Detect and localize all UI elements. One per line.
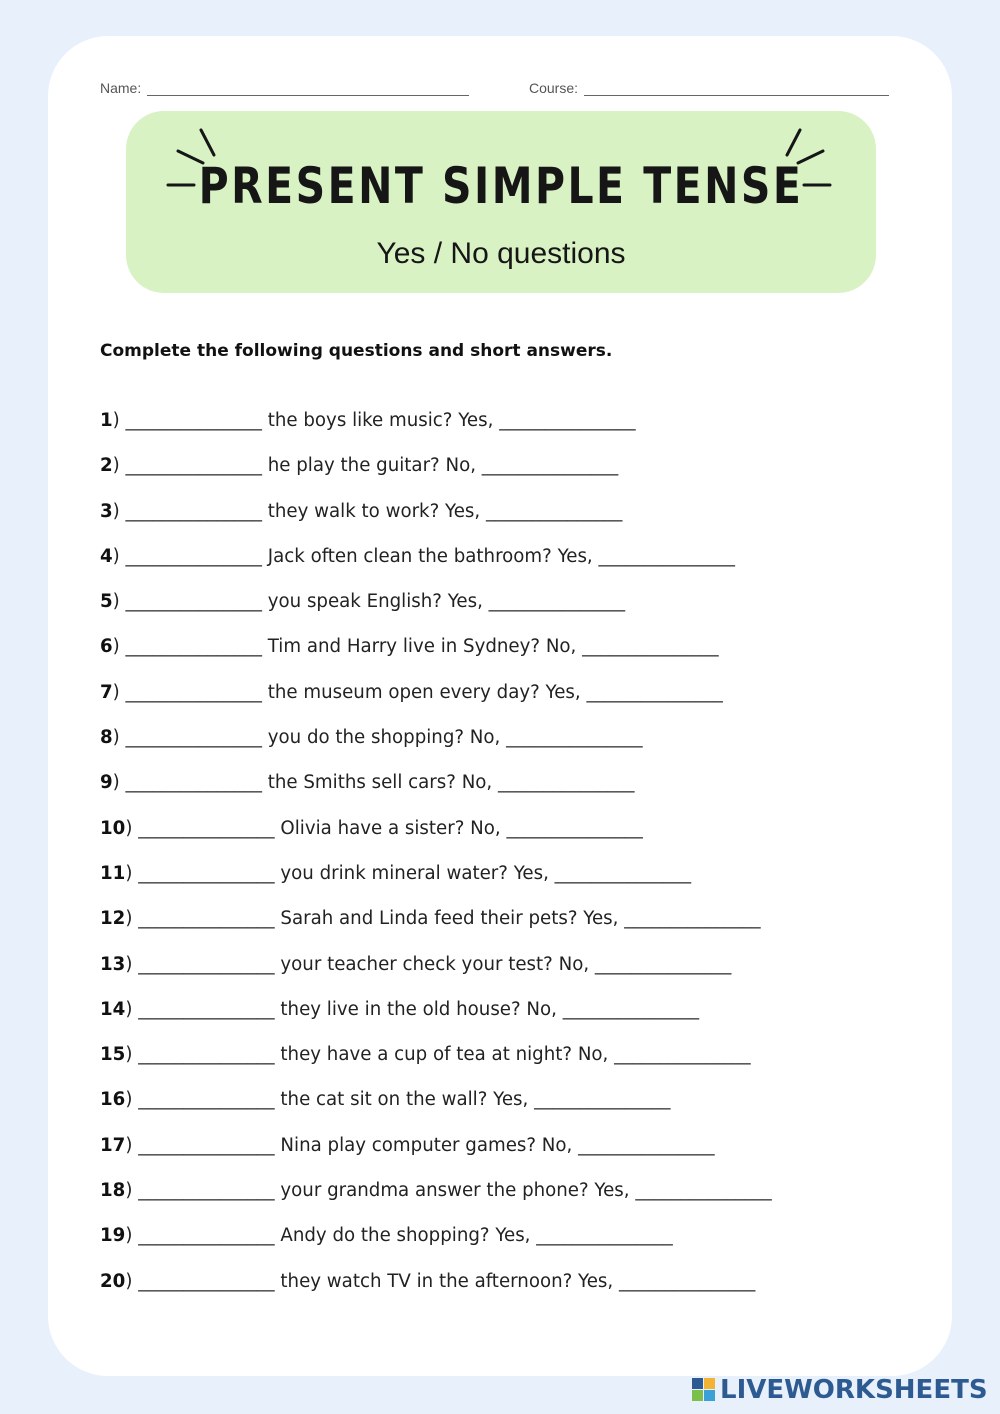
question-blank[interactable]: _______________ bbox=[138, 817, 275, 839]
question-paren: ) bbox=[112, 591, 126, 613]
liveworksheets-logo bbox=[692, 1375, 988, 1405]
question-blank[interactable]: _______________ bbox=[125, 636, 262, 658]
course-label: Course: bbox=[529, 80, 579, 96]
question-item bbox=[100, 1222, 960, 1267]
question-blank[interactable]: _______________ bbox=[125, 727, 262, 749]
question-item bbox=[100, 951, 960, 996]
question-blank[interactable]: _______________ bbox=[138, 1134, 275, 1156]
answer-blank[interactable]: _______________ bbox=[562, 998, 700, 1020]
answer-blank[interactable]: _______________ bbox=[536, 1225, 673, 1247]
question-number: 13 bbox=[100, 953, 126, 975]
question-blank[interactable]: _______________ bbox=[138, 1089, 275, 1111]
question-paren: ) bbox=[125, 953, 139, 975]
question-text: the Smiths sell cars? No, bbox=[267, 772, 493, 794]
question-blank[interactable]: _______________ bbox=[138, 862, 275, 884]
question-number: 12 bbox=[100, 908, 126, 930]
question-number: 7 bbox=[100, 681, 113, 703]
question-blank[interactable]: _______________ bbox=[138, 908, 275, 930]
question-paren: ) bbox=[125, 908, 139, 930]
question-number: 15 bbox=[100, 1044, 126, 1066]
question-item bbox=[100, 543, 960, 588]
answer-blank[interactable]: _______________ bbox=[598, 545, 735, 567]
question-number: 2 bbox=[100, 455, 113, 477]
page-subtitle: Yes / No questions bbox=[376, 237, 626, 270]
question-number: 11 bbox=[100, 862, 126, 884]
question-blank[interactable]: _______________ bbox=[138, 1225, 275, 1247]
question-blank[interactable]: _______________ bbox=[125, 681, 262, 703]
question-blank[interactable]: _______________ bbox=[125, 500, 262, 522]
question-list bbox=[100, 407, 960, 1313]
question-paren: ) bbox=[125, 1134, 139, 1156]
name-label: Name: bbox=[100, 80, 142, 96]
question-blank[interactable]: _______________ bbox=[125, 591, 262, 613]
question-paren: ) bbox=[125, 862, 139, 884]
question-paren: ) bbox=[125, 1270, 139, 1292]
question-item bbox=[100, 1132, 960, 1177]
logo-mark-icon bbox=[692, 1378, 716, 1402]
instructions: Complete the following questions and short answers. bbox=[100, 341, 613, 361]
course-line[interactable] bbox=[584, 81, 889, 96]
question-blank[interactable]: _______________ bbox=[125, 410, 262, 431]
question-paren: ) bbox=[112, 455, 126, 477]
answer-blank[interactable]: _______________ bbox=[506, 817, 643, 839]
answer-blank[interactable]: _______________ bbox=[488, 591, 626, 613]
question-number: 10 bbox=[100, 817, 126, 839]
question-text: Olivia have a sister? No, bbox=[280, 817, 501, 839]
question-item bbox=[100, 588, 960, 633]
question-blank[interactable]: _______________ bbox=[125, 455, 262, 477]
question-text: the boys like music? Yes, bbox=[267, 410, 494, 431]
question-text: Tim and Harry live in Sydney? No, bbox=[267, 636, 577, 658]
question-blank[interactable]: _______________ bbox=[138, 953, 275, 975]
question-item bbox=[100, 498, 960, 543]
question-paren: ) bbox=[125, 817, 139, 839]
question-paren: ) bbox=[112, 636, 126, 658]
question-item bbox=[100, 905, 960, 950]
question-paren: ) bbox=[125, 1089, 139, 1111]
question-text: your teacher check your test? No, bbox=[280, 953, 590, 975]
answer-blank[interactable]: _______________ bbox=[635, 1180, 772, 1202]
question-text: he play the guitar? No, bbox=[267, 455, 476, 477]
answer-blank[interactable]: _______________ bbox=[624, 908, 761, 930]
question-text: your grandma answer the phone? Yes, bbox=[280, 1180, 630, 1202]
question-text: Andy do the shopping? Yes, bbox=[280, 1225, 531, 1247]
question-paren: ) bbox=[112, 727, 126, 749]
name-field[interactable] bbox=[100, 80, 469, 96]
answer-blank[interactable]: _______________ bbox=[614, 1044, 751, 1066]
question-item bbox=[100, 407, 960, 452]
question-text: Sarah and Linda feed their pets? Yes, bbox=[280, 908, 619, 930]
question-item bbox=[100, 1177, 960, 1222]
question-blank[interactable]: _______________ bbox=[125, 545, 262, 567]
question-text: Nina play computer games? No, bbox=[280, 1134, 573, 1156]
question-number: 3 bbox=[100, 500, 113, 522]
question-item bbox=[100, 724, 960, 769]
question-blank[interactable]: _______________ bbox=[125, 772, 262, 794]
question-text: they walk to work? Yes, bbox=[267, 500, 481, 522]
question-paren: ) bbox=[125, 1044, 139, 1066]
question-item bbox=[100, 996, 960, 1041]
answer-blank[interactable]: _______________ bbox=[586, 681, 723, 703]
question-item bbox=[100, 815, 960, 860]
question-blank[interactable]: _______________ bbox=[138, 998, 275, 1020]
question-item bbox=[100, 1268, 960, 1313]
question-text: they live in the old house? No, bbox=[280, 998, 557, 1020]
question-number: 8 bbox=[100, 727, 113, 749]
answer-blank[interactable]: _______________ bbox=[506, 727, 643, 749]
question-text: you speak English? Yes, bbox=[267, 591, 483, 613]
answer-blank[interactable]: _______________ bbox=[534, 1089, 671, 1111]
question-number: 14 bbox=[100, 998, 126, 1020]
question-item bbox=[100, 452, 960, 497]
question-number: 16 bbox=[100, 1089, 126, 1111]
question-text: they watch TV in the afternoon? Yes, bbox=[280, 1270, 614, 1292]
page-title: PRESENT SIMPLE TENSE bbox=[198, 157, 804, 215]
name-line[interactable] bbox=[147, 81, 469, 96]
question-text: Jack often clean the bathroom? Yes, bbox=[267, 545, 593, 567]
question-text: they have a cup of tea at night? No, bbox=[280, 1044, 609, 1066]
question-item bbox=[100, 1086, 960, 1131]
question-item bbox=[100, 860, 960, 905]
question-paren: ) bbox=[112, 772, 126, 794]
question-number: 1 bbox=[100, 410, 113, 431]
question-number: 4 bbox=[100, 545, 113, 567]
question-item bbox=[100, 633, 960, 678]
question-paren: ) bbox=[112, 410, 126, 431]
answer-blank[interactable]: _______________ bbox=[578, 1134, 715, 1156]
question-text: the cat sit on the wall? Yes, bbox=[280, 1089, 529, 1111]
question-number: 17 bbox=[100, 1134, 126, 1156]
question-blank[interactable]: _______________ bbox=[138, 1044, 275, 1066]
question-blank[interactable]: _______________ bbox=[138, 1270, 275, 1292]
question-item bbox=[100, 679, 960, 724]
question-paren: ) bbox=[125, 1225, 139, 1247]
answer-blank[interactable]: _______________ bbox=[582, 636, 719, 658]
question-paren: ) bbox=[125, 998, 139, 1020]
question-paren: ) bbox=[112, 681, 126, 703]
logo-text: LIVEWORKSHEETS bbox=[720, 1375, 988, 1405]
question-number: 18 bbox=[100, 1180, 126, 1202]
question-paren: ) bbox=[112, 545, 126, 567]
course-field[interactable] bbox=[529, 80, 889, 96]
answer-blank[interactable]: _______________ bbox=[594, 953, 732, 975]
question-number: 20 bbox=[100, 1270, 126, 1292]
question-item bbox=[100, 769, 960, 814]
question-number: 19 bbox=[100, 1225, 126, 1247]
question-paren: ) bbox=[125, 1180, 139, 1202]
header-fields bbox=[100, 80, 900, 100]
question-number: 5 bbox=[100, 591, 113, 613]
title-banner bbox=[126, 111, 876, 293]
question-item bbox=[100, 1041, 960, 1086]
answer-blank[interactable]: _______________ bbox=[499, 410, 636, 431]
answer-blank[interactable]: _______________ bbox=[498, 772, 635, 794]
question-text: you do the shopping? No, bbox=[267, 727, 501, 749]
question-number: 6 bbox=[100, 636, 113, 658]
answer-blank[interactable]: _______________ bbox=[618, 1270, 756, 1292]
answer-blank[interactable]: _______________ bbox=[481, 455, 619, 477]
question-number: 9 bbox=[100, 772, 113, 794]
question-text: the museum open every day? Yes, bbox=[267, 681, 581, 703]
answer-blank[interactable]: _______________ bbox=[554, 862, 692, 884]
question-paren: ) bbox=[112, 500, 126, 522]
answer-blank[interactable]: _______________ bbox=[485, 500, 623, 522]
question-text: you drink mineral water? Yes, bbox=[280, 862, 549, 884]
question-blank[interactable]: _______________ bbox=[138, 1180, 275, 1202]
